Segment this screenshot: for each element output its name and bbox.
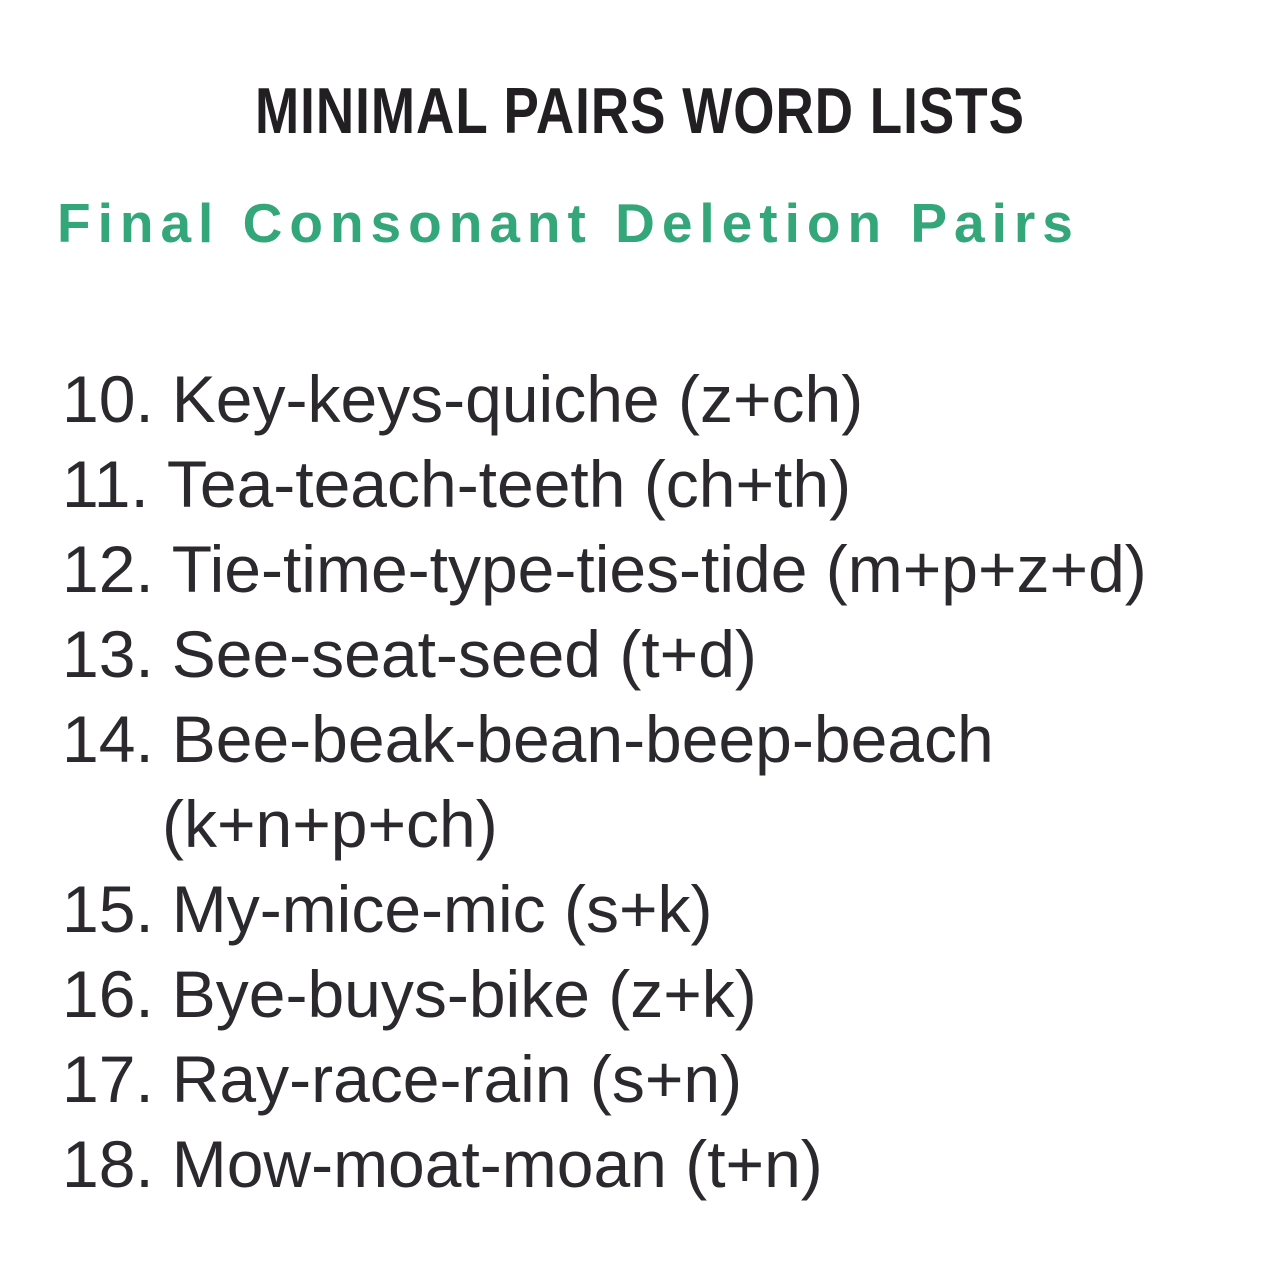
list-item [62, 442, 1250, 527]
list-item-number: 11. [62, 447, 149, 521]
list-item [62, 612, 1250, 697]
list-item-text: Bee-beak-bean-beep-beach (k+n+p+ch) [162, 702, 994, 861]
minimal-pairs-list [62, 357, 1250, 1207]
list-item [62, 1037, 1250, 1122]
list-item-number: 17. [62, 1042, 154, 1116]
list-item-number: 10. [62, 362, 154, 436]
list-item-number: 16. [62, 957, 154, 1031]
list-item-text: See-seat-seed (t+d) [171, 617, 757, 691]
list-item-number: 14. [62, 702, 154, 776]
list-item [62, 357, 1250, 442]
list-item-text: Mow-moat-moan (t+n) [171, 1127, 823, 1201]
list-item [62, 1122, 1250, 1207]
list-item [62, 867, 1250, 952]
list-item-number: 13. [62, 617, 154, 691]
list-item-text: Tea-teach-teeth (ch+th) [166, 447, 852, 521]
list-item-number: 15. [62, 872, 154, 946]
list-item-text: Key-keys-quiche (z+ch) [171, 362, 864, 436]
list-item-number: 18. [62, 1127, 154, 1201]
list-item-text: My-mice-mic (s+k) [171, 872, 713, 946]
document-page [0, 72, 1280, 1278]
list-item-text: Ray-race-rain (s+n) [171, 1042, 743, 1116]
list-item-number: 12. [62, 532, 154, 606]
page-title: MINIMAL PAIRS WORD LISTS [255, 75, 1025, 148]
list-item [62, 697, 1250, 867]
list-item [62, 952, 1250, 1037]
section-subtitle: Final Consonant Deletion Pairs [57, 192, 1080, 254]
list-item-text: Tie-time-type-ties-tide (m+p+z+d) [171, 532, 1147, 606]
list-item [62, 527, 1250, 612]
list-item-text: Bye-buys-bike (z+k) [171, 957, 757, 1031]
